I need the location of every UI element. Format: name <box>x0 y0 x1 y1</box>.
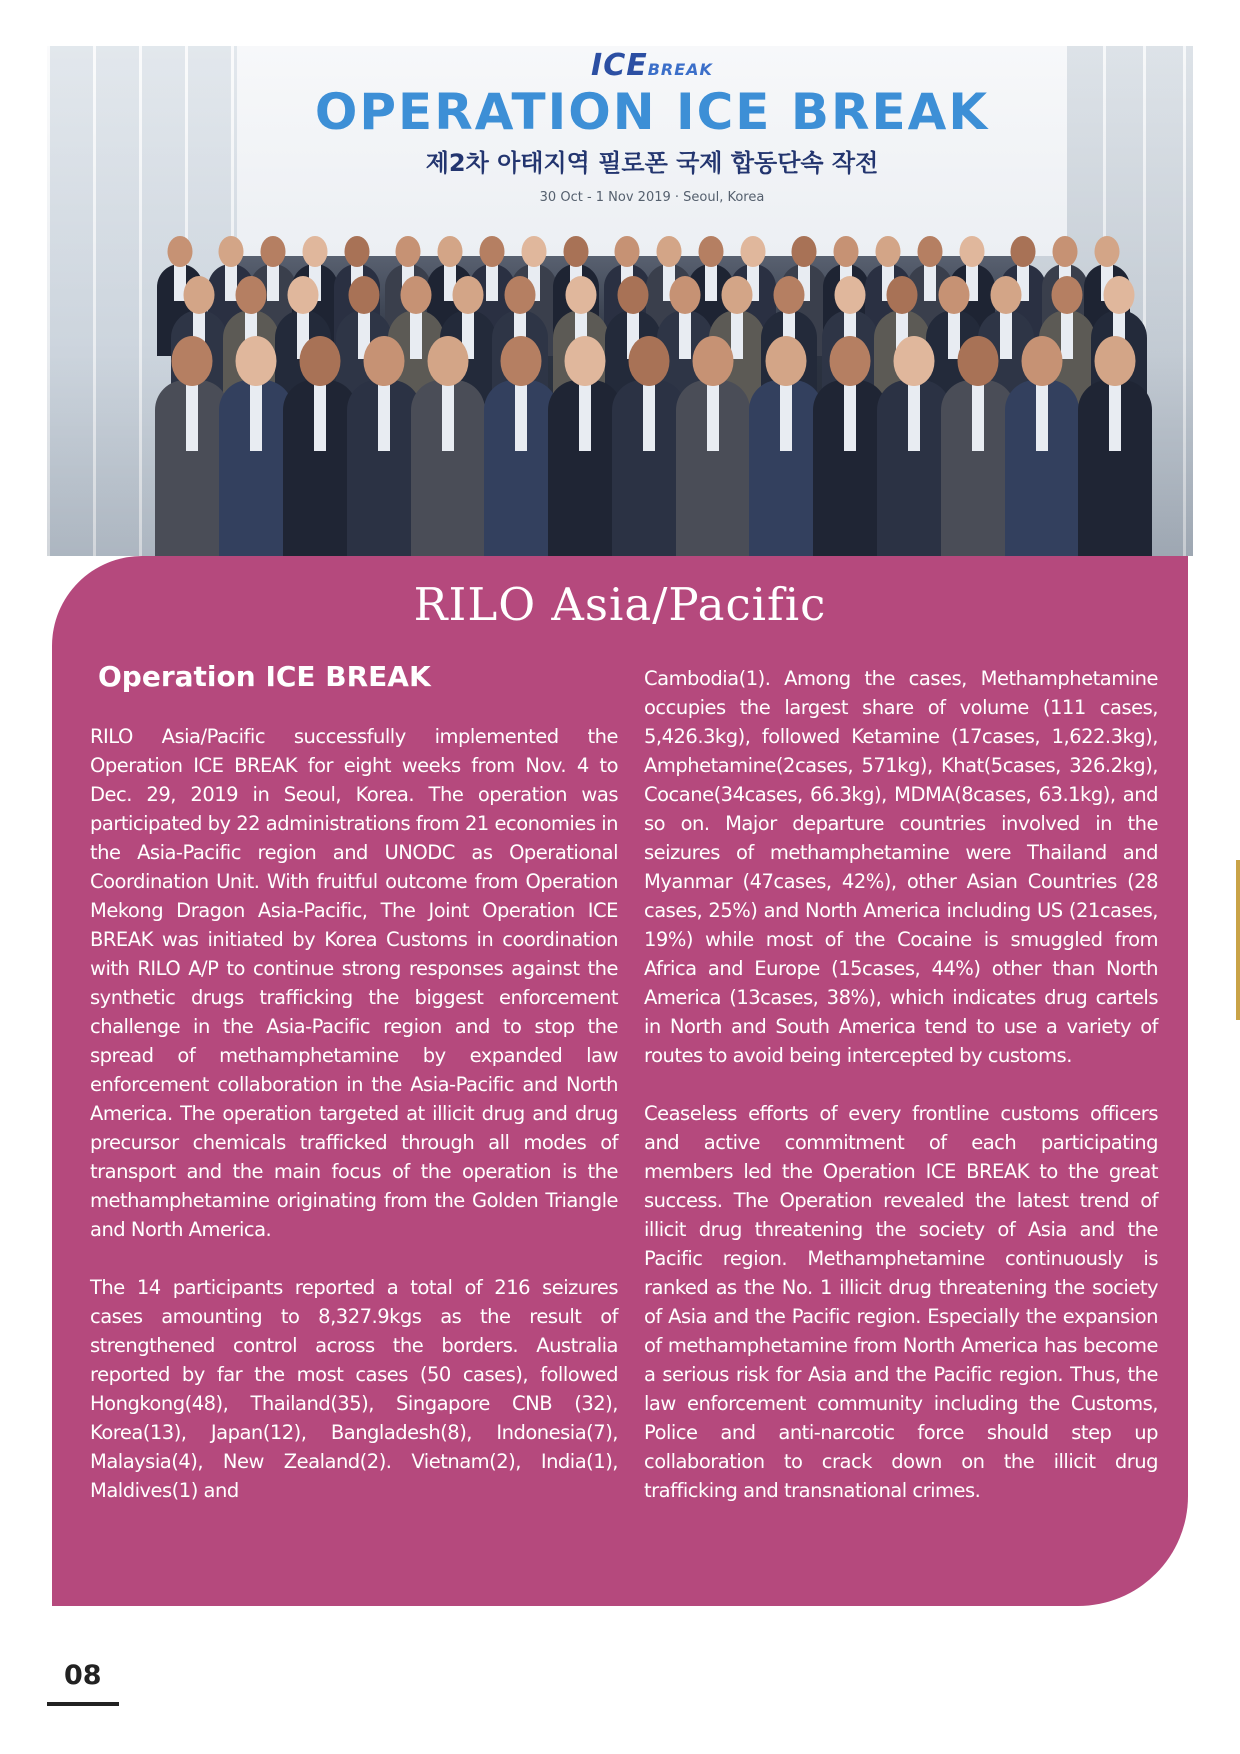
person-silhouette <box>612 336 686 556</box>
person-head <box>1095 236 1120 267</box>
article-panel <box>52 556 1188 1606</box>
person-head <box>303 236 328 267</box>
person-head <box>288 276 319 314</box>
person-head <box>345 236 370 267</box>
person-head <box>428 336 469 386</box>
event-banner <box>237 46 1067 256</box>
ice-break-logo <box>591 48 713 83</box>
person-head <box>505 276 536 314</box>
person-shirt <box>1036 382 1048 451</box>
person-head <box>958 336 999 386</box>
person-head <box>168 236 193 267</box>
person-head <box>565 336 606 386</box>
person-shirt <box>1109 382 1121 451</box>
person-head <box>401 276 432 314</box>
person-head <box>699 236 724 267</box>
right-column <box>644 664 1158 1534</box>
person-head <box>830 336 871 386</box>
person-head <box>184 276 215 314</box>
person-head <box>766 336 807 386</box>
person-head <box>1011 236 1036 267</box>
person-shirt <box>972 382 984 451</box>
person-head <box>172 336 213 386</box>
person-head <box>236 336 277 386</box>
person-head <box>438 236 463 267</box>
person-head <box>670 276 701 314</box>
person-shirt <box>844 382 856 451</box>
person-head <box>834 236 859 267</box>
person-shirt <box>780 382 792 451</box>
person-head <box>792 236 817 267</box>
person-silhouette <box>1005 336 1079 556</box>
person-head <box>835 276 866 314</box>
person-shirt <box>442 382 454 451</box>
person-shirt <box>250 382 262 451</box>
person-head <box>722 276 753 314</box>
person-shirt <box>186 382 198 451</box>
person-head <box>480 236 505 267</box>
person-head <box>876 236 901 267</box>
person-head <box>960 236 985 267</box>
panel-title: RILO Asia/Pacific <box>413 578 827 631</box>
person-silhouette <box>219 336 293 556</box>
person-head <box>741 236 766 267</box>
person-shirt <box>908 382 920 451</box>
banner-dateline: 30 Oct - 1 Nov 2019 · Seoul, Korea <box>539 190 765 205</box>
person-head <box>1022 336 1063 386</box>
person-head <box>894 336 935 386</box>
person-silhouette <box>283 336 357 556</box>
person-head <box>396 236 421 267</box>
person-head <box>887 276 918 314</box>
logo-text: ICE <box>591 48 648 83</box>
left-column <box>90 722 618 1534</box>
page-number: 08 <box>64 1660 102 1691</box>
person-head <box>300 336 341 386</box>
paragraph: RILO Asia/Pacific successfully implemented the Operation ICE BREAK for eight weeks from Nov. 4 to Dec. 29, 2019 in Seoul, Korea. The operation was participated by 22 administrations from 21 economies in the Asia-Pacific region and UNODC as Operational Coordination Unit. With fruitful outcome from Operation Mekong Dragon Asia-Pacific, The Joint Operation ICE BREAK was initiated by Korea Customs in coordination with RILO A/P to continue strong responses against the synthetic drugs trafficking the biggest enforcement challenge in the Asia-Pacific region and to stop the spread of methamphetamine by expanded law enforcement collaboration in the Asia-Pacific and North America. The operation targeted at illicit drug and drug precursor chemicals trafficked through all modes of transport and the main focus of the operation is the methamphetamine originating from the Golden Triangle and North America. <box>90 725 618 1241</box>
person-shirt <box>314 382 326 451</box>
person-silhouette <box>548 336 622 556</box>
person-shirt <box>707 382 719 451</box>
page-number-rule <box>47 1702 119 1706</box>
person-head <box>1052 276 1083 314</box>
person-head <box>349 276 380 314</box>
banner-korean-subtitle: 제2차 아태지역 필로폰 국제 합동단속 작전 <box>425 149 879 177</box>
person-head <box>236 276 267 314</box>
person-silhouette <box>411 336 485 556</box>
person-silhouette <box>1078 336 1152 556</box>
person-silhouette <box>484 336 558 556</box>
person-silhouette <box>941 336 1015 556</box>
person-head <box>774 276 805 314</box>
person-head <box>453 276 484 314</box>
paragraph: The 14 participants reported a total of 216 seizures cases amounting to 8,327.9kgs as the result of strengthened control across the borders. Australia reported by far the most cases (50 cases), followed Hongkong(48), Thailand(35), Singapore CNB (32), Korea(13), Japan(12), Bangladesh(8), Indonesia(7), Malaysia(4), New Zealand(2). Vietnam(2), India(1), Maldives(1) and <box>90 1276 618 1502</box>
group-photo <box>47 46 1193 556</box>
crowd-silhouettes <box>137 236 1137 556</box>
person-head <box>564 236 589 267</box>
person-shirt <box>515 382 527 451</box>
person-head <box>693 336 734 386</box>
section-heading: Operation ICE BREAK <box>98 660 431 693</box>
person-head <box>1053 236 1078 267</box>
person-head <box>657 236 682 267</box>
person-silhouette <box>155 336 229 556</box>
page-edge-mark <box>1236 860 1240 1020</box>
person-shirt <box>579 382 591 451</box>
person-head <box>939 276 970 314</box>
paragraph: Cambodia(1). Among the cases, Methamphetamine occupies the largest share of volume (111 cases, 5,426.3kg), followed Ketamine (17cases, 1,622.3kg), Amphetamine(2cases, 571kg), Khat(5cases, 326.2kg), Cocane(34cases, 66.3kg), MDMA(8cases, 63.1kg), and so on. Major departure countries involved in the seizures of methamphetamine were Thailand and Myanmar (47cases, 42%), other Asian Countries (28 cases, 25%) and North America including US (21cases, 19%) while most of the Cocaine is smuggled from Africa and Europe (15cases, 44%) other than North America (13cases, 38%), which indicates drug cartels in North and South America tend to use a variety of routes to avoid being intercepted by customs. <box>644 667 1158 1067</box>
person-head <box>566 276 597 314</box>
person-head <box>615 236 640 267</box>
person-head <box>629 336 670 386</box>
paragraph: Ceaseless efforts of every frontline customs officers and active commitment of each participating members led the Operation ICE BREAK to the great success. The Operation revealed the latest trend of illicit drug threatening the society of Asia and the Pacific region. Methamphetamine continuously is ranked as the No. 1 illicit drug threatening the society of Asia and the Pacific region. Especially the expansion of methamphetamine from North America has become a serious risk for Asia and the Pacific region. Thus, the law enforcement community including the Customs, Police and anti-narcotic force should step up collaboration to crack down on the illicit drug trafficking and transnational crimes. <box>644 1102 1158 1502</box>
person-head <box>219 236 244 267</box>
person-head <box>364 336 405 386</box>
person-head <box>918 236 943 267</box>
person-silhouette <box>877 336 951 556</box>
person-silhouette <box>749 336 823 556</box>
logo-sub: BREAK <box>647 60 713 79</box>
person-shirt <box>378 382 390 451</box>
person-silhouette <box>813 336 887 556</box>
person-head <box>522 236 547 267</box>
person-silhouette <box>676 336 750 556</box>
person-head <box>261 236 286 267</box>
person-head <box>501 336 542 386</box>
person-head <box>1095 336 1136 386</box>
person-head <box>1104 276 1135 314</box>
person-shirt <box>643 382 655 451</box>
person-head <box>618 276 649 314</box>
person-silhouette <box>347 336 421 556</box>
banner-title: OPERATION ICE BREAK <box>314 83 990 141</box>
person-head <box>991 276 1022 314</box>
